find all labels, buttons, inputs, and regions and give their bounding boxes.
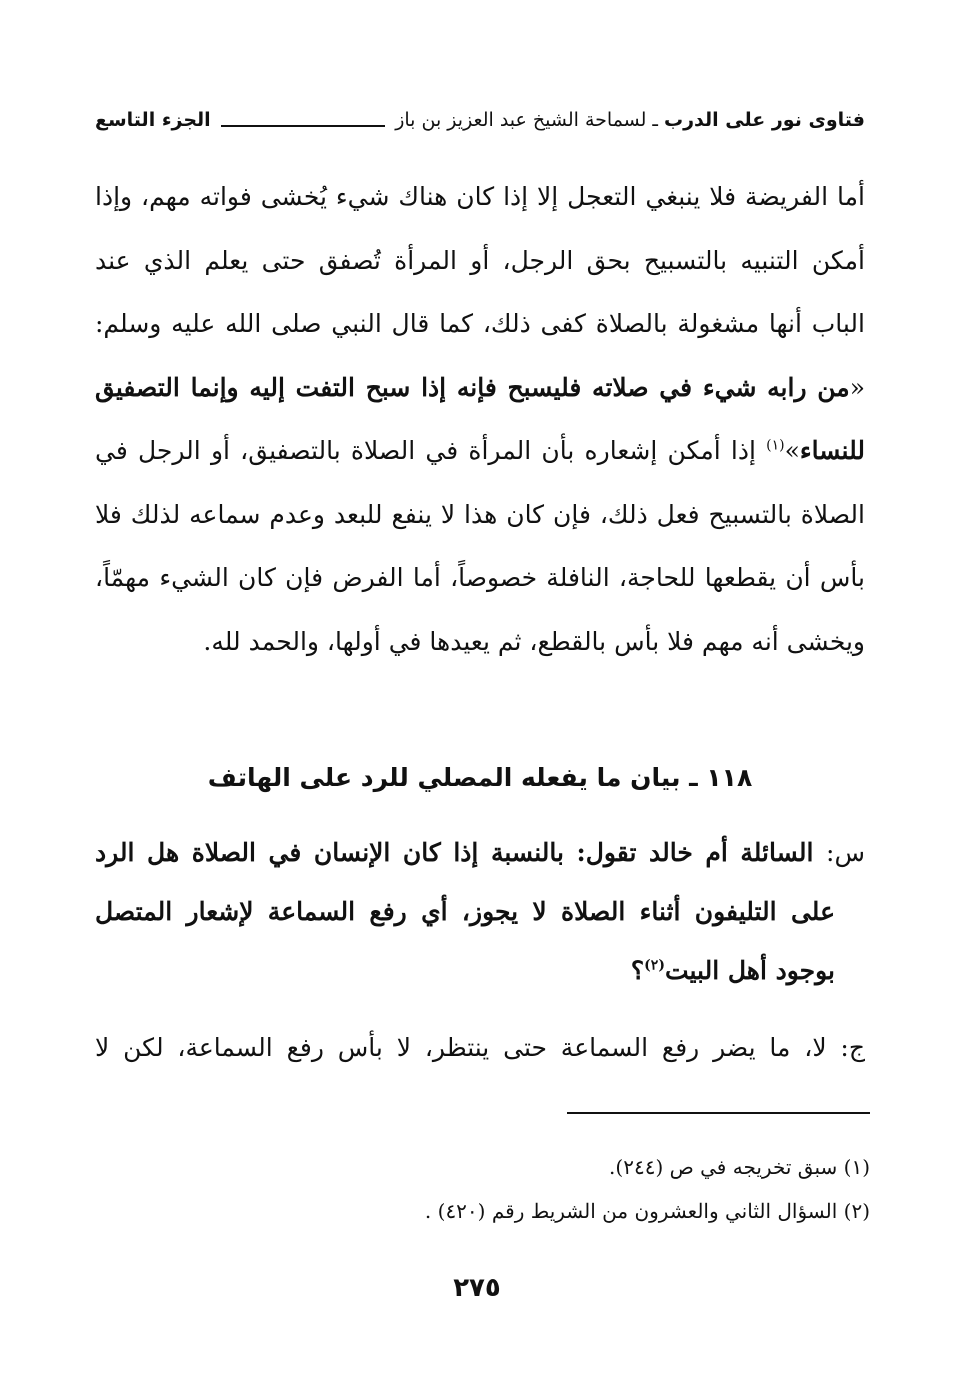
hadith-quote: من رابه شيء في صلاته فليسبح فإنه إذا سبح التفت إليه وإنما التصفيق للنساء — [95, 372, 865, 465]
part-label: الجزء التاسع — [95, 109, 211, 131]
footnote-2: (٢) السؤال الثاني والعشرون من الشريط رقم (٤٢٠) . — [424, 1199, 870, 1223]
question-text — [95, 823, 865, 1000]
question-label: س: — [826, 838, 865, 867]
answer-text: ج: لا، ما يضر رفع السماعة حتى ينتظر، لا بأس رفع السماعة، لكن لا — [95, 1033, 865, 1062]
question-block — [95, 823, 865, 1000]
paragraph — [95, 165, 865, 673]
answer-block — [95, 1020, 865, 1076]
section-heading: ١١٨ ـ بيان ما يفعله المصلي للرد على الهاتف — [207, 763, 753, 792]
footnote-1: (١) سبق تخريجه في ص (٢٤٤). — [609, 1155, 870, 1179]
page-number: ٢٧٥ — [453, 1273, 501, 1303]
footnote-ref-1: (١) — [766, 437, 785, 454]
footnotes — [95, 1145, 870, 1233]
running-header — [95, 100, 865, 140]
footnote-ref-2: (٢) — [644, 957, 665, 974]
author-name: لسماحة الشيخ عبد العزيز بن باز — [395, 109, 647, 131]
paragraph-intro: أما الفريضة فلا ينبغي التعجل إلا إذا كان هناك شيء يُخشى فواته مهم، وإذا أمكن التنبيه بالتسبيح بحق الرجل، أو المرأة تُصفق حتى يعلم الذي عند الباب أنها مشغولة بالصلاة كفى ذلك، كما قال النبي صلى الله عليه وسلم: « — [95, 182, 865, 402]
header-rule — [221, 125, 386, 127]
question-body: السائلة أم خالد تقول: بالنسبة إذا كان الإنسان في الصلاة هل الرد على التليفون أثناء الصلاة لا يجوز، أي رفع السماعة لإشعار المتصل بوجود أهل البيت — [95, 838, 835, 985]
header-separator: ـ — [652, 109, 658, 131]
question-mark: ؟ — [630, 956, 645, 985]
book-title: فتاوى نور على الدرب — [664, 109, 865, 131]
hadith-close-quote: » — [784, 436, 800, 465]
footnote-separator — [567, 1112, 870, 1114]
paragraph-rest: إذا أمكن إشعاره بأن المرأة في الصلاة بالتصفيق، أو الرجل في الصلاة بالتسبيح فعل ذلك، فإن كان هذا لا ينفع للبعد وعدم سماعه لذلك فلا بأس أن يقطعها للحاجة، النافلة خصوصاً، أما الفرض فإن كان الشيء مهمّاً، ويخشى أنه مهم فلا بأس بالقطع، ثم يعيدها في أولها، والحمد لله. — [95, 436, 865, 656]
main-paragraph — [95, 165, 865, 673]
